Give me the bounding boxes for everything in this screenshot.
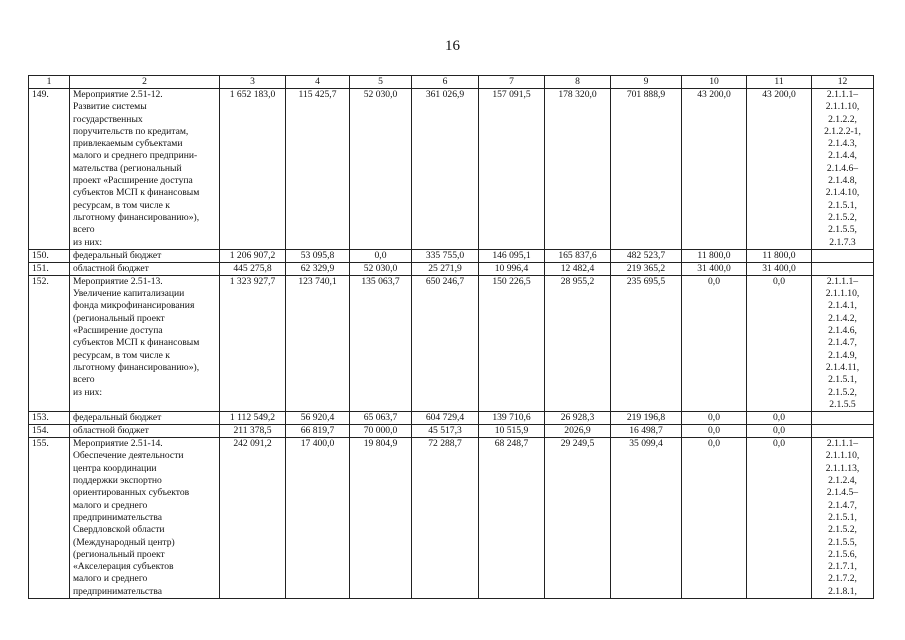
measure-name-line: (региональный проект xyxy=(73,548,165,560)
column-number-cell: 6 xyxy=(412,76,479,89)
table-body xyxy=(29,76,874,599)
target-indicator-line: 2.1.1.1– xyxy=(826,275,859,287)
measure-name xyxy=(70,425,220,438)
measure-name-line: льготному финансированию»), xyxy=(73,211,200,223)
column-number-cell: 11 xyxy=(747,76,812,89)
target-indicator-line: 2.1.7.1, xyxy=(828,561,857,573)
row-number: 154. xyxy=(29,425,70,438)
amount-cell: 0,0 xyxy=(682,425,747,438)
target-indicators xyxy=(812,275,874,411)
amount-cell: 45 517,3 xyxy=(412,425,479,438)
amount-cell: 43 200,0 xyxy=(682,89,747,250)
table-row xyxy=(29,412,874,425)
amount-cell: 0,0 xyxy=(682,412,747,425)
measure-name-line: поддержки экспортно xyxy=(73,475,162,487)
measure-name-line: Увеличение капитализации xyxy=(73,288,185,300)
target-indicator-line: 2.1.1.1– xyxy=(826,89,859,100)
amount-cell: 52 030,0 xyxy=(350,89,412,250)
amount-cell: 26 928,3 xyxy=(545,412,611,425)
measure-name-line: Мероприятие 2.51-13. xyxy=(73,275,163,287)
amount-cell: 72 288,7 xyxy=(412,438,479,599)
amount-cell: 16 498,7 xyxy=(611,425,682,438)
measure-name-line: предпринимательства xyxy=(73,585,163,597)
amount-cell: 2026,9 xyxy=(545,425,611,438)
amount-cell: 178 320,0 xyxy=(545,89,611,250)
amount-cell: 17 400,0 xyxy=(286,438,350,599)
measure-name-line: «Расширение доступа xyxy=(73,325,163,337)
table-row xyxy=(29,89,874,250)
column-number-row xyxy=(29,76,874,89)
measure-name-line: малого и среднего предприни- xyxy=(73,150,198,162)
measure-name-line: ресурсам, в том числе к xyxy=(73,349,170,361)
amount-cell: 66 819,7 xyxy=(286,425,350,438)
measure-name-line: областной бюджет xyxy=(73,425,149,437)
amount-cell: 361 026,9 xyxy=(412,89,479,250)
target-indicator-line: 2.1.5.2, xyxy=(828,211,857,223)
target-indicator-line: 2.1.5.6, xyxy=(828,548,857,560)
amount-cell: 19 804,9 xyxy=(350,438,412,599)
amount-cell: 53 095,8 xyxy=(286,249,350,262)
measure-name xyxy=(70,275,220,411)
column-number-cell: 3 xyxy=(220,76,286,89)
row-number: 149. xyxy=(29,89,70,250)
target-indicator-line: 2.1.8.1, xyxy=(828,585,857,597)
amount-cell: 0,0 xyxy=(747,275,812,411)
target-indicator-line: 2.1.5.2, xyxy=(828,386,857,398)
amount-cell: 135 063,7 xyxy=(350,275,412,411)
amount-cell: 139 710,6 xyxy=(479,412,545,425)
target-indicator-line: 2.1.1.1– xyxy=(826,438,859,450)
table-row xyxy=(29,425,874,438)
amount-cell: 10 996,4 xyxy=(479,262,545,275)
table-row xyxy=(29,438,874,599)
amount-cell: 1 323 927,7 xyxy=(220,275,286,411)
measure-name-line: привлекаемым субъектами xyxy=(73,138,183,150)
amount-cell: 1 652 183,0 xyxy=(220,89,286,250)
row-number: 150. xyxy=(29,249,70,262)
target-indicator-line: 2.1.4.10, xyxy=(825,187,860,199)
amount-cell: 115 425,7 xyxy=(286,89,350,250)
amount-cell: 650 246,7 xyxy=(412,275,479,411)
target-indicator-line: 2.1.4.11, xyxy=(825,361,860,373)
target-indicator-line: 2.1.5.1, xyxy=(828,199,857,211)
measure-name xyxy=(70,412,220,425)
amount-cell: 11 800,0 xyxy=(747,249,812,262)
table-row xyxy=(29,262,874,275)
measure-name-line: из них: xyxy=(73,386,103,398)
measure-name-line: Развитие системы xyxy=(73,101,147,113)
target-indicator-line: 2.1.4.4, xyxy=(828,150,857,162)
column-number-cell: 4 xyxy=(286,76,350,89)
measure-name-line: Свердловской области xyxy=(73,524,165,536)
target-indicator-line: 2.1.5.1, xyxy=(828,511,857,523)
target-indicator-line: 2.1.4.3, xyxy=(828,138,857,150)
amount-cell: 29 249,5 xyxy=(545,438,611,599)
measure-name-line: областной бюджет xyxy=(73,262,149,274)
amount-cell: 68 248,7 xyxy=(479,438,545,599)
amount-cell: 0,0 xyxy=(747,425,812,438)
column-number-cell: 8 xyxy=(545,76,611,89)
measure-name xyxy=(70,262,220,275)
measure-name-line: государственных xyxy=(73,113,143,125)
measure-name-line: центра координации xyxy=(73,462,157,474)
target-indicator-line: 2.1.4.7, xyxy=(828,337,857,349)
target-indicators xyxy=(812,89,874,250)
amount-cell: 604 729,4 xyxy=(412,412,479,425)
target-indicator-line: 2.1.4.1, xyxy=(828,300,857,312)
measure-name-line: фонда микрофинансирования xyxy=(73,300,195,312)
target-indicator-line: 2.1.1.10, xyxy=(825,288,860,300)
measure-name-line: ресурсам, в том числе к xyxy=(73,199,170,211)
target-indicator-line: 2.1.4.7, xyxy=(828,499,857,511)
amount-cell: 235 695,5 xyxy=(611,275,682,411)
amount-cell: 31 400,0 xyxy=(747,262,812,275)
amount-cell: 35 099,4 xyxy=(611,438,682,599)
column-number-cell: 5 xyxy=(350,76,412,89)
amount-cell: 146 095,1 xyxy=(479,249,545,262)
measure-name xyxy=(70,438,220,599)
amount-cell: 157 091,5 xyxy=(479,89,545,250)
amount-cell: 123 740,1 xyxy=(286,275,350,411)
amount-cell: 242 091,2 xyxy=(220,438,286,599)
amount-cell: 219 365,2 xyxy=(611,262,682,275)
table-row xyxy=(29,275,874,411)
amount-cell: 11 800,0 xyxy=(682,249,747,262)
amount-cell: 70 000,0 xyxy=(350,425,412,438)
measure-name-line: из них: xyxy=(73,236,103,248)
amount-cell: 31 400,0 xyxy=(682,262,747,275)
measure-name-line: поручительств по кредитам, xyxy=(73,125,189,137)
target-indicator-line: 2.1.7.3 xyxy=(829,236,856,248)
amount-cell: 10 515,9 xyxy=(479,425,545,438)
measure-name-line: мательства (региональный xyxy=(73,162,182,174)
measure-name xyxy=(70,249,220,262)
target-indicators xyxy=(812,262,874,275)
measure-name-line: малого и среднего xyxy=(73,573,148,585)
target-indicator-line: 2.1.2.2, xyxy=(828,113,857,125)
column-number-cell: 10 xyxy=(682,76,747,89)
measure-name-line: субъектов МСП к финансовым xyxy=(73,187,200,199)
measure-name xyxy=(70,89,220,250)
measure-name-line: (региональный проект xyxy=(73,312,165,324)
target-indicator-line: 2.1.5.5 xyxy=(829,398,856,410)
measure-name-line: Мероприятие 2.51-12. xyxy=(73,89,163,100)
amount-cell: 0,0 xyxy=(747,412,812,425)
measure-name-line: льготному финансированию»), xyxy=(73,361,200,373)
measure-name-line: Обеспечение деятельности xyxy=(73,450,184,462)
target-indicators xyxy=(812,249,874,262)
target-indicator-line: 2.1.4.8, xyxy=(828,175,857,187)
measure-name-line: малого и среднего xyxy=(73,499,148,511)
amount-cell: 701 888,9 xyxy=(611,89,682,250)
amount-cell: 211 378,5 xyxy=(220,425,286,438)
measure-name-line: Мероприятие 2.51-14. xyxy=(73,438,163,450)
table-row xyxy=(29,249,874,262)
amount-cell: 12 482,4 xyxy=(545,262,611,275)
target-indicator-line: 2.1.1.10, xyxy=(825,101,860,113)
target-indicator-line: 2.1.2.4, xyxy=(828,475,857,487)
measure-name-line: всего xyxy=(73,224,95,236)
amount-cell: 56 920,4 xyxy=(286,412,350,425)
amount-cell: 43 200,0 xyxy=(747,89,812,250)
measure-name-line: федеральный бюджет xyxy=(73,249,162,261)
amount-cell: 219 196,8 xyxy=(611,412,682,425)
row-number: 153. xyxy=(29,412,70,425)
target-indicator-line: 2.1.5.1, xyxy=(828,374,857,386)
target-indicator-line: 2.1.4.5– xyxy=(826,487,859,499)
target-indicator-line: 2.1.4.9, xyxy=(828,349,857,361)
target-indicator-line: 2.1.7.2, xyxy=(828,573,857,585)
amount-cell: 0,0 xyxy=(350,249,412,262)
measure-name-line: всего xyxy=(73,374,95,386)
measure-name-line: «Акселерация субъектов xyxy=(73,561,174,573)
column-number-cell: 12 xyxy=(812,76,874,89)
program-table xyxy=(28,75,874,599)
column-number-cell: 1 xyxy=(29,76,70,89)
target-indicator-line: 2.1.4.6– xyxy=(826,162,859,174)
measure-name-line: ориентированных субъектов xyxy=(73,487,190,499)
column-number-cell: 9 xyxy=(611,76,682,89)
measure-name-line: проект «Расширение доступа xyxy=(73,175,193,187)
amount-cell: 0,0 xyxy=(682,438,747,599)
amount-cell: 62 329,9 xyxy=(286,262,350,275)
amount-cell: 150 226,5 xyxy=(479,275,545,411)
amount-cell: 0,0 xyxy=(682,275,747,411)
amount-cell: 165 837,6 xyxy=(545,249,611,262)
amount-cell: 28 955,2 xyxy=(545,275,611,411)
measure-name-line: (Международный центр) xyxy=(73,536,175,548)
amount-cell: 52 030,0 xyxy=(350,262,412,275)
target-indicators xyxy=(812,438,874,599)
amount-cell: 482 523,7 xyxy=(611,249,682,262)
target-indicator-line: 2.1.5.5, xyxy=(828,224,857,236)
row-number: 151. xyxy=(29,262,70,275)
measure-name-line: федеральный бюджет xyxy=(73,412,162,424)
page-number: 16 xyxy=(445,38,460,54)
amount-cell: 1 112 549,2 xyxy=(220,412,286,425)
row-number: 152. xyxy=(29,275,70,411)
target-indicator-line: 2.1.2.2-1, xyxy=(824,125,861,137)
target-indicator-line: 2.1.5.2, xyxy=(828,524,857,536)
amount-cell: 0,0 xyxy=(747,438,812,599)
target-indicators xyxy=(812,425,874,438)
column-number-cell: 7 xyxy=(479,76,545,89)
amount-cell: 65 063,7 xyxy=(350,412,412,425)
target-indicator-line: 2.1.4.2, xyxy=(828,312,857,324)
amount-cell: 335 755,0 xyxy=(412,249,479,262)
amount-cell: 445 275,8 xyxy=(220,262,286,275)
target-indicators xyxy=(812,412,874,425)
amount-cell: 25 271,9 xyxy=(412,262,479,275)
target-indicator-line: 2.1.5.5, xyxy=(828,536,857,548)
amount-cell: 1 206 907,2 xyxy=(220,249,286,262)
target-indicator-line: 2.1.1.13, xyxy=(825,462,860,474)
row-number: 155. xyxy=(29,438,70,599)
target-indicator-line: 2.1.1.10, xyxy=(825,450,860,462)
target-indicator-line: 2.1.4.6, xyxy=(828,325,857,337)
column-number-cell: 2 xyxy=(70,76,220,89)
measure-name-line: субъектов МСП к финансовым xyxy=(73,337,200,349)
measure-name-line: предпринимательства xyxy=(73,511,163,523)
